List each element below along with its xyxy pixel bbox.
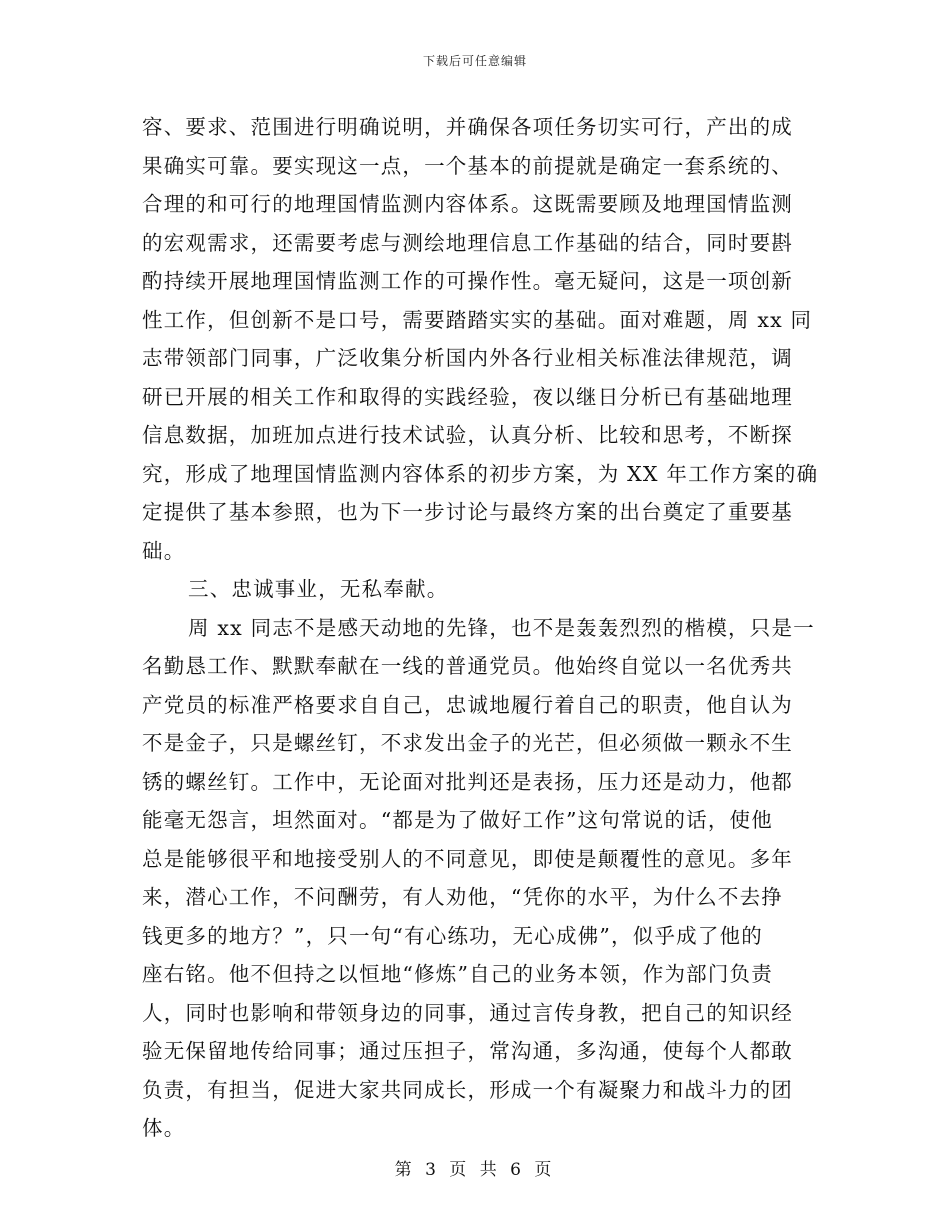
text-line: 能毫无怨言，坦然面对。“都是为了做好工作”这句常说的话，使他	[142, 808, 773, 832]
page-number: 第 3 页 共 6 页	[394, 1160, 556, 1180]
text-line: 来，潜心工作，不问酬劳，有人劝他，“凭你的水平，为什么不去挣	[142, 885, 783, 909]
text-line: 体。	[142, 1116, 186, 1140]
text-line: 座右铭。他不但持之以恒地“修炼”自己的业务本领，作为部门负责	[142, 962, 773, 986]
text-line: 信息数据，加班加点进行技术试验，认真分析、比较和思考，不断探	[142, 423, 793, 447]
section-heading: 三、忠诚事业，无私奉献。	[188, 577, 449, 601]
text-line: 验无保留地传给同事；通过压担子，常沟通，多沟通，使每个人都敢	[142, 1039, 793, 1063]
text-line: 研已开展的相关工作和取得的实践经验，夜以继日分析已有基础地理	[142, 384, 793, 409]
text-line: 产党员的标准严格要求自自己，忠诚地履行着自己的职责，他自认为	[142, 692, 793, 717]
text-line: 志带领部门同事，广泛收集分析国内外各行业相关标准法律规范，调	[142, 346, 793, 370]
text-line: 不是金子，只是螺丝钉，不求发出金子的光芒，但必须做一颗永不生	[142, 731, 793, 755]
text-line: 合理的和可行的地理国情监测内容体系。这既需要顾及地理国情监测	[142, 192, 793, 216]
page-header: 下载后可任意编辑	[422, 54, 527, 68]
text-line: 础。	[142, 538, 186, 563]
text-line: 锈的螺丝钉。工作中，无论面对批判还是表扬，压力还是动力，他都	[142, 769, 793, 794]
text-line: 钱更多的地方？”，只一句“有心练功，无心成佛”，似乎成了他的	[142, 923, 763, 948]
document-body	[142, 108, 818, 1148]
text-line: 定提供了基本参照，也为下一步讨论与最终方案的出台奠定了重要基	[142, 500, 793, 524]
text-line: 性工作，但创新不是口号，需要踏踏实实的基础。面对难题，周 xx 同	[142, 307, 813, 332]
text-line: 酌持续开展地理国情监测工作的可操作性。毫无疑问，这是一项创新	[142, 269, 793, 293]
text-line: 的宏观需求，还需要考虑与测绘地理信息工作基础的结合，同时要斟	[142, 230, 793, 255]
text-line: 人，同时也影响和带领身边的同事，通过言传身教，把自己的知识经	[142, 1000, 793, 1025]
text-line: 名勤恳工作、默默奉献在一线的普通党员。他始终自觉以一名优秀共	[142, 654, 793, 678]
text-line: 周 xx 同志不是感天动地的先锋，也不是轰轰烈烈的楷模，只是一	[188, 615, 815, 640]
text-line: 总是能够很平和地接受别人的不同意见，即使是颠覆性的意见。多年	[142, 846, 793, 871]
text-line: 究，形成了地理国情监测内容体系的初步方案，为 XX 年工作方案的确	[142, 461, 819, 486]
text-line: 容、要求、范围进行明确说明，并确保各项任务切实可行，产出的成	[142, 115, 793, 139]
text-line: 负责，有担当，促进大家共同成长，形成一个有凝聚力和战斗力的团	[142, 1077, 793, 1102]
text-line: 果确实可靠。要实现这一点，一个基本的前提就是确定一套系统的、	[142, 153, 793, 178]
